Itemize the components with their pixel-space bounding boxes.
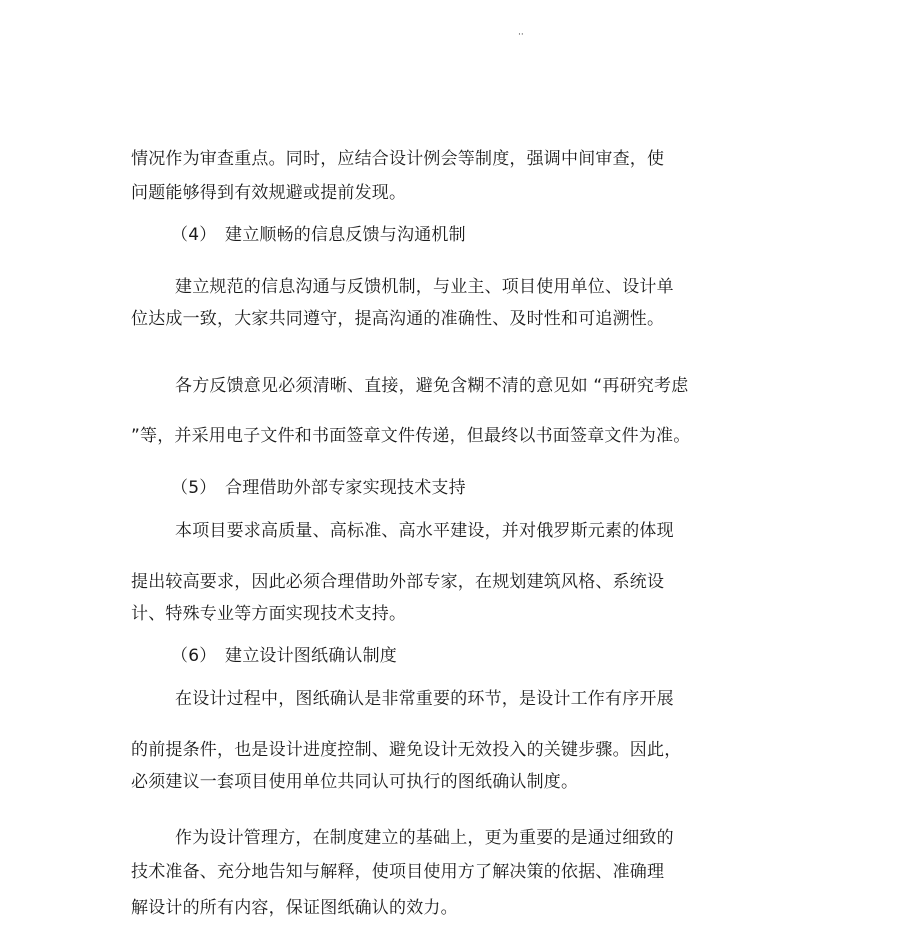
section-title: 建立设计图纸确认制度 — [225, 646, 397, 666]
paragraph-line: 情况作为审查重点。同时，应结合设计例会等制度，强调中间审查，使 — [131, 149, 665, 169]
section-heading-6 — [171, 645, 397, 667]
paragraph-line: 必须建议一套项目使用单位共同认可执行的图纸确认制度。 — [131, 772, 579, 792]
section-number: （6） — [171, 646, 217, 666]
section-title: 建立顺畅的信息反馈与沟通机制 — [225, 225, 466, 245]
paragraph-line: 计、特殊专业等方面实现技术支持。 — [131, 604, 407, 624]
paragraph-line: 位达成一致，大家共同遵守，提高沟通的准确性、及时性和可追溯性。 — [131, 309, 665, 329]
section-number: （5） — [171, 478, 217, 498]
section-number: （4） — [171, 225, 217, 245]
paragraph-line: 解设计的所有内容，保证图纸确认的效力。 — [131, 898, 458, 918]
paragraph-line: 提出较高要求，因此必须合理借助外部专家，在规划建筑风格、系统设 — [131, 572, 665, 592]
paragraph-line: 问题能够得到有效规避或提前发现。 — [131, 183, 407, 203]
paragraph-line: 本项目要求高质量、高标准、高水平建设，并对俄罗斯元素的体现 — [175, 521, 674, 541]
paragraph-line: ”等，并采用电子文件和书面签章文件传递，但最终以书面签章文件为准。 — [131, 426, 691, 446]
section-heading-4 — [171, 224, 466, 246]
section-heading-5 — [171, 477, 466, 499]
paragraph-line: 各方反馈意见必须清晰、直接，避免含糊不清的意见如 “再研究考虑 — [175, 376, 689, 396]
paragraph-line: 作为设计管理方，在制度建立的基础上，更为重要的是通过细致的 — [175, 828, 674, 848]
paragraph-line: 的前提条件，也是设计进度控制、避免设计无效投入的关键步骤。因此， — [131, 740, 682, 760]
header-mark: ·· — [518, 30, 524, 40]
section-title: 合理借助外部专家实现技术支持 — [225, 478, 466, 498]
paragraph-line: 建立规范的信息沟通与反馈机制，与业主、项目使用单位、设计单 — [175, 277, 674, 297]
paragraph-line: 技术准备、充分地告知与解释，使项目使用方了解决策的依据、准确理 — [131, 862, 665, 882]
paragraph-line: 在设计过程中，图纸确认是非常重要的环节，是设计工作有序开展 — [175, 689, 674, 709]
